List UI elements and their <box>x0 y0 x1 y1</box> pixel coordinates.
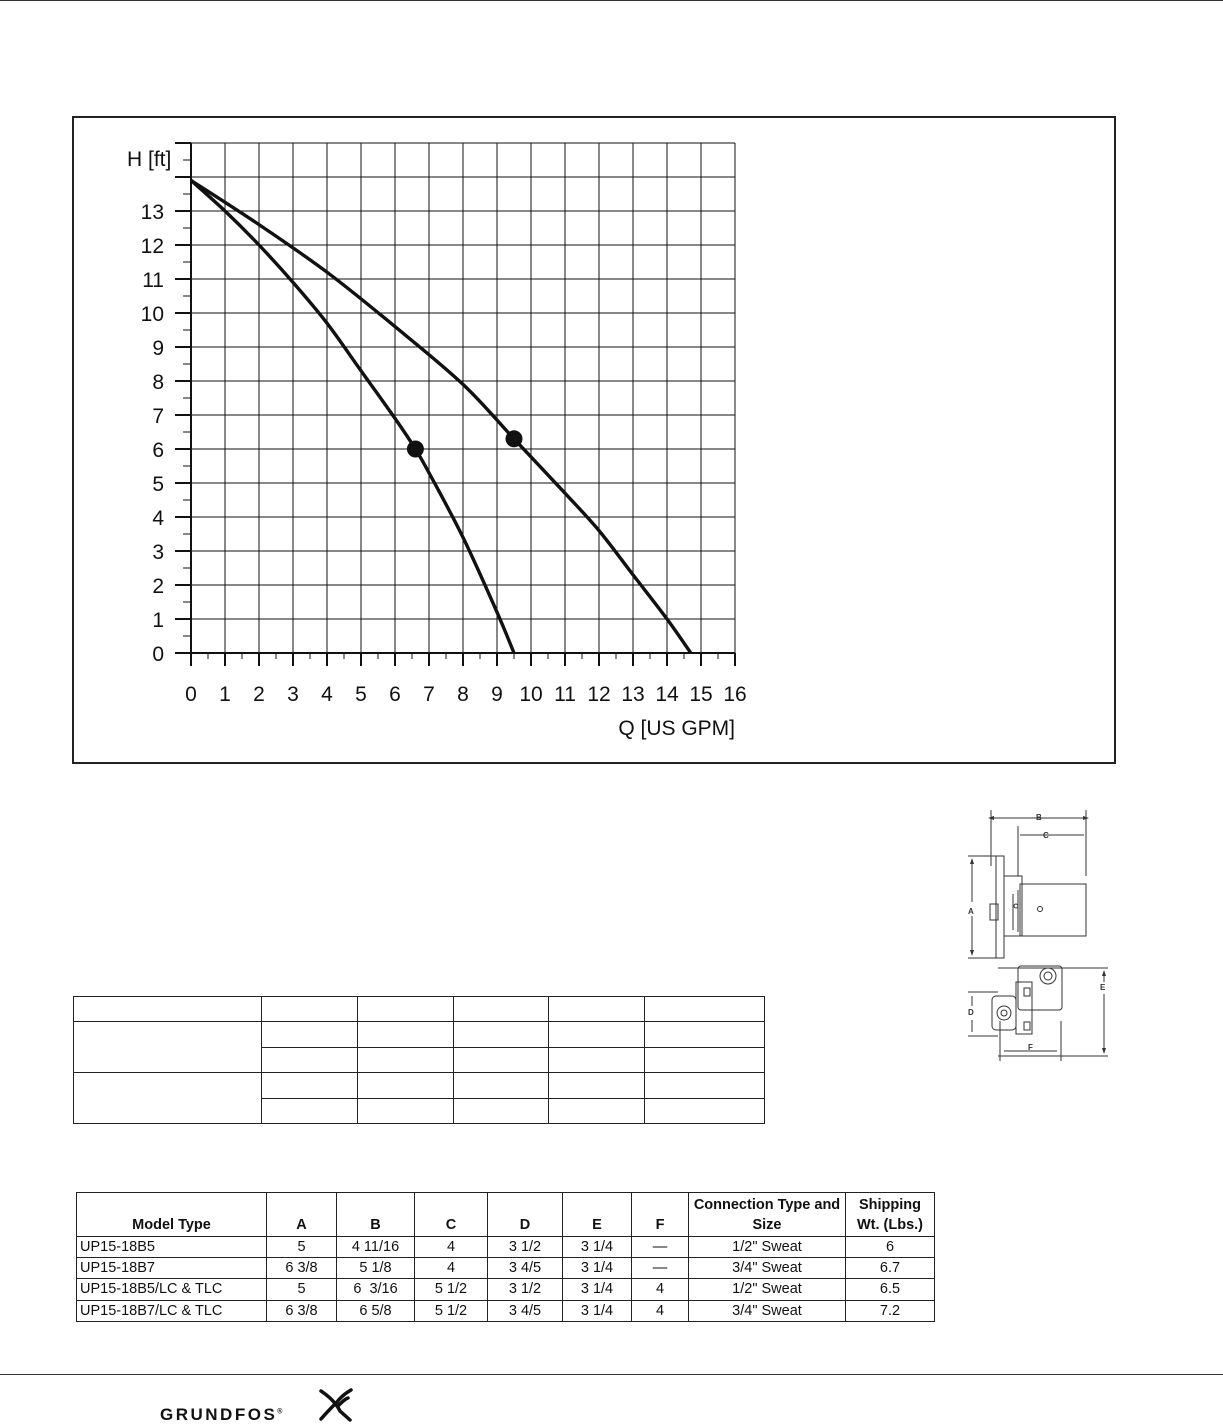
cell-f: — <box>632 1258 689 1279</box>
table-row <box>77 1300 935 1321</box>
x-tick-label: 14 <box>655 683 679 706</box>
cell-d: 3 1/2 <box>488 1279 563 1300</box>
x-tick-label: 9 <box>491 683 503 706</box>
x-tick-label: 8 <box>457 683 469 706</box>
table-row <box>77 1258 935 1279</box>
cell-connection: 1/2" Sweat <box>689 1279 846 1300</box>
table-header-row <box>77 1193 935 1237</box>
cell-e: 3 1/4 <box>563 1300 632 1321</box>
pump-curve-chart <box>72 116 1116 764</box>
table-cell <box>454 1022 549 1047</box>
table-cell <box>74 997 262 1022</box>
cell-d: 3 4/5 <box>488 1300 563 1321</box>
x-tick-label: 15 <box>689 683 713 706</box>
table-cell <box>74 1022 262 1073</box>
y-axis-label: H [ft] <box>127 148 172 171</box>
table-cell <box>549 1098 645 1123</box>
table-cell <box>645 997 765 1022</box>
table-cell <box>358 1098 454 1123</box>
cell-model: UP15-18B7/LC & TLC <box>77 1300 267 1321</box>
cell-model: UP15-18B5/LC & TLC <box>77 1279 267 1300</box>
blank-table <box>73 996 765 1124</box>
pump-dimension-drawing <box>958 806 1106 1066</box>
y-tick-label: 2 <box>152 575 164 598</box>
header-connection: Connection Type and Size <box>689 1193 846 1237</box>
y-tick-label: 6 <box>152 439 164 462</box>
table-cell <box>358 1073 454 1098</box>
x-tick-label: 6 <box>389 683 401 706</box>
table-cell <box>549 1073 645 1098</box>
pump-curve-1 <box>191 180 514 653</box>
table-cell <box>358 997 454 1022</box>
cell-connection: 3/4" Sweat <box>689 1258 846 1279</box>
table-cell <box>262 1073 358 1098</box>
x-axis-label: Q [US GPM] <box>618 717 735 740</box>
cell-weight: 7.2 <box>846 1300 935 1321</box>
table-row <box>74 997 765 1022</box>
top-rule <box>0 0 1223 1</box>
table-cell <box>454 997 549 1022</box>
table-cell <box>454 1073 549 1098</box>
dim-label-f: F <box>1028 1043 1033 1052</box>
y-tick-label: 3 <box>152 541 164 564</box>
table-row <box>74 1022 765 1047</box>
table-cell <box>549 1047 645 1072</box>
header-f: F <box>632 1193 689 1237</box>
table-cell <box>358 1047 454 1072</box>
logo-registered-mark: ® <box>277 1408 283 1416</box>
x-tick-label: 16 <box>723 683 747 706</box>
duty-point-marker-1 <box>407 441 424 458</box>
table-cell <box>549 1022 645 1047</box>
cell-b: 4 11/16 <box>337 1237 415 1258</box>
cell-connection: 1/2" Sweat <box>689 1237 846 1258</box>
x-tick-label: 7 <box>423 683 435 706</box>
table-cell <box>74 1073 262 1124</box>
header-shipping-weight: Shipping Wt. (Lbs.) <box>846 1193 935 1237</box>
y-tick-label: 13 <box>140 201 164 224</box>
y-tick-label: 12 <box>140 235 164 258</box>
x-tick-label: 3 <box>287 683 299 706</box>
cell-d: 3 1/2 <box>488 1237 563 1258</box>
x-tick-label: 11 <box>554 683 576 706</box>
y-tick-label: 4 <box>152 507 164 530</box>
cell-weight: 6.7 <box>846 1258 935 1279</box>
footer-rule <box>0 1374 1223 1375</box>
y-tick-label: 1 <box>152 609 164 632</box>
table-row <box>77 1237 935 1258</box>
pump-top-view <box>968 966 1108 1061</box>
table-cell <box>645 1073 765 1098</box>
cell-c: 5 1/2 <box>415 1300 488 1321</box>
logo-wordmark: GRUNDFOS <box>160 1405 278 1424</box>
table-cell <box>262 1098 358 1123</box>
cell-weight: 6.5 <box>846 1279 935 1300</box>
y-tick-label: 7 <box>152 405 164 428</box>
table-row <box>77 1279 935 1300</box>
cell-b: 6 3/16 <box>337 1279 415 1300</box>
header-e: E <box>563 1193 632 1237</box>
table-cell <box>454 1047 549 1072</box>
dim-label-c: C <box>1043 831 1049 840</box>
table-cell <box>645 1047 765 1072</box>
header-c: C <box>415 1193 488 1237</box>
cell-connection: 3/4" Sweat <box>689 1300 846 1321</box>
table-cell <box>645 1098 765 1123</box>
pump-side-view <box>968 810 1086 958</box>
cell-a: 5 <box>267 1237 337 1258</box>
x-tick-label: 2 <box>253 683 265 706</box>
table-cell <box>262 1047 358 1072</box>
cell-c: 5 1/2 <box>415 1279 488 1300</box>
header-model-type: Model Type <box>77 1193 267 1237</box>
table-cell <box>454 1098 549 1123</box>
dim-label-b: B <box>1036 813 1042 822</box>
cell-model: UP15-18B5 <box>77 1237 267 1258</box>
duty-point-marker-2 <box>506 430 523 447</box>
cell-b: 5 1/8 <box>337 1258 415 1279</box>
y-tick-label: 10 <box>140 303 164 326</box>
cell-f: — <box>632 1237 689 1258</box>
x-tick-label: 4 <box>321 683 333 706</box>
table-cell <box>549 997 645 1022</box>
table-cell <box>645 1022 765 1047</box>
x-tick-label: 13 <box>621 683 645 706</box>
header-d: D <box>488 1193 563 1237</box>
y-tick-label: 8 <box>152 371 164 394</box>
chart-canvas <box>74 118 1118 766</box>
header-b: B <box>337 1193 415 1237</box>
cell-e: 3 1/4 <box>563 1279 632 1300</box>
cell-f: 4 <box>632 1279 689 1300</box>
x-tick-label: 0 <box>185 683 197 706</box>
cell-c: 4 <box>415 1258 488 1279</box>
table-cell <box>358 1022 454 1047</box>
cell-a: 6 3/8 <box>267 1300 337 1321</box>
table-cell <box>262 1022 358 1047</box>
dim-label-e: E <box>1100 983 1106 992</box>
cell-c: 4 <box>415 1237 488 1258</box>
pump-dimensions-table <box>76 1192 935 1322</box>
x-tick-label: 12 <box>587 683 611 706</box>
y-tick-label: 11 <box>142 269 164 292</box>
table-row <box>74 1073 765 1098</box>
y-tick-label: 0 <box>152 643 164 666</box>
cell-b: 6 5/8 <box>337 1300 415 1321</box>
y-tick-label: 9 <box>152 337 164 360</box>
cell-d: 3 4/5 <box>488 1258 563 1279</box>
grundfos-x-mark-icon <box>318 1387 354 1421</box>
x-tick-label: 1 <box>219 683 231 706</box>
dim-label-a: A <box>968 907 974 916</box>
x-tick-label: 5 <box>355 683 367 706</box>
cell-a: 5 <box>267 1279 337 1300</box>
y-tick-label: 5 <box>152 473 164 496</box>
cell-e: 3 1/4 <box>563 1237 632 1258</box>
cell-model: UP15-18B7 <box>77 1258 267 1279</box>
cell-f: 4 <box>632 1300 689 1321</box>
cell-a: 6 3/8 <box>267 1258 337 1279</box>
header-a: A <box>267 1193 337 1237</box>
x-tick-label: 10 <box>519 683 543 706</box>
cell-e: 3 1/4 <box>563 1258 632 1279</box>
cell-weight: 6 <box>846 1237 935 1258</box>
table-cell <box>262 997 358 1022</box>
dim-label-d: D <box>968 1008 974 1017</box>
